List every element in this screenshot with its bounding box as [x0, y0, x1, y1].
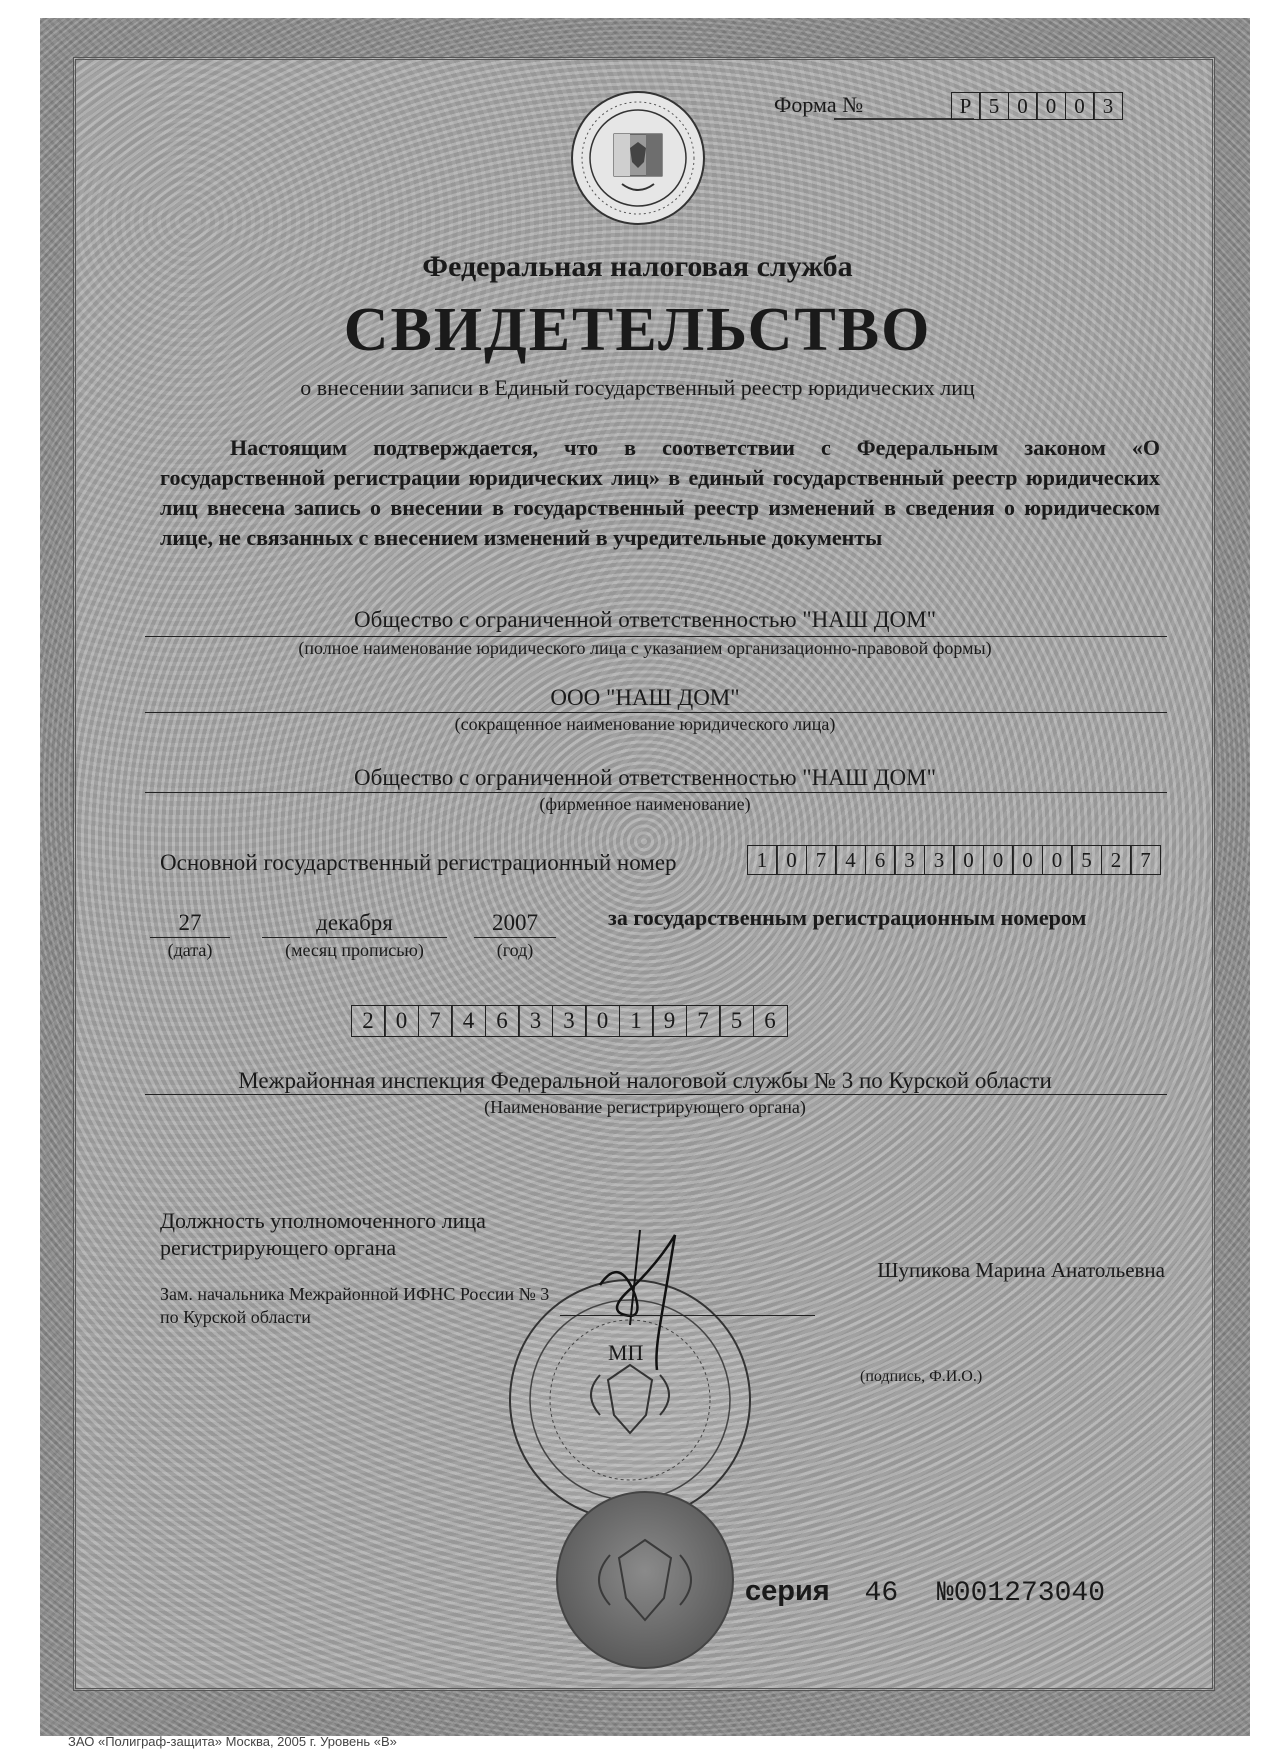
ogrn-boxes	[748, 845, 1161, 875]
full-name-caption: (полное наименование юридического лица с указанием организационно-правовой формы)	[298, 638, 992, 658]
date-day-line	[150, 937, 230, 938]
ogrn-digit: 0	[1012, 845, 1043, 875]
firm-name-caption: (фирменное наименование)	[539, 794, 751, 814]
ogrn-digit: 0	[983, 845, 1014, 875]
reg-digit: 0	[384, 1005, 419, 1037]
firm-name-value: Общество с ограниченной ответственностью "НАШ ДОМ"	[354, 765, 936, 790]
signature-line	[560, 1315, 815, 1316]
form-code-cell: 0	[1036, 92, 1066, 120]
ogrn-digit: 5	[1071, 845, 1102, 875]
short-name-caption: (сокращенное наименование юридического лица)	[454, 714, 836, 734]
position-value: Зам. начальника Межрайонной ИФНС России № 3 по Курской области	[160, 1284, 550, 1327]
short-name-line	[145, 712, 1167, 713]
ogrn-digit: 6	[865, 845, 896, 875]
reg-digit: 0	[585, 1005, 620, 1037]
reg-digit: 2	[351, 1005, 386, 1037]
hologram-seal-icon	[555, 1490, 735, 1670]
reg-digit: 5	[719, 1005, 754, 1037]
reg-digit: 3	[552, 1005, 587, 1037]
reg-digit: 1	[619, 1005, 654, 1037]
series-value: 46	[864, 1578, 899, 1609]
stamp-place-mark: МП	[608, 1340, 644, 1365]
ogrn-digit: 0	[776, 845, 807, 875]
date-year-caption: (год)	[496, 940, 534, 960]
ogrn-digit: 0	[953, 845, 984, 875]
signatory-name: Шупикова Марина Анатольевна	[877, 1258, 1165, 1282]
certification-paragraph: Настоящим подтверждается, что в соответствии с Федеральным законом «О государственной регистрации юридических лиц» в единый государственный реестр юридических лиц внесена запись о внесении в государственный реестр изменений в сведения о юридическом лице, не связанных с внесением изменений в учредительные документы	[160, 435, 1160, 550]
date-month-line	[262, 937, 447, 938]
date-month: декабря	[316, 910, 393, 935]
certificate-number: №001273040	[936, 1578, 1105, 1609]
document-subtitle: о внесении записи в Единый государственный реестр юридических лиц	[300, 375, 975, 400]
date-day: 27	[178, 910, 202, 935]
ogrn-digit: 1	[747, 845, 778, 875]
tax-service-emblem-icon	[570, 90, 706, 226]
printer-imprint: ЗАО «Полиграф-защита» Москва, 2005 г. Уровень «В»	[68, 1734, 397, 1749]
ogrn-digit: 3	[924, 845, 955, 875]
reg-digit: 6	[753, 1005, 788, 1037]
form-code-cell: 3	[1093, 92, 1123, 120]
ogrn-label: Основной государственный регистрационный номер	[160, 850, 677, 875]
signature-caption: (подпись, Ф.И.О.)	[860, 1368, 983, 1385]
full-name-value: Общество с ограниченной ответственностью "НАШ ДОМ"	[354, 607, 936, 632]
date-year: 2007	[492, 910, 538, 935]
full-name-line	[145, 636, 1167, 637]
reg-digit: 3	[518, 1005, 553, 1037]
position-label: Должность уполномоченного лица регистрирующего органа	[160, 1208, 486, 1260]
authority-caption: (Наименование регистрирующего органа)	[484, 1097, 806, 1117]
series-label: серия	[745, 1575, 830, 1607]
form-number-label: Форма №	[774, 92, 864, 117]
registration-number-intro: за государственным регистрационным номером	[608, 905, 1087, 930]
reg-digit: 4	[451, 1005, 486, 1037]
ogrn-digit: 4	[835, 845, 866, 875]
authority-line	[145, 1094, 1167, 1095]
date-month-caption: (месяц прописью)	[285, 940, 424, 960]
reg-digit: 6	[485, 1005, 520, 1037]
authority-value: Межрайонная инспекция Федеральной налоговой службы № 3 по Курской области	[238, 1068, 1052, 1093]
serial-number	[745, 1575, 1105, 1609]
ogrn-digit: 3	[894, 845, 925, 875]
document-title: СВИДЕТЕЛЬСТВО	[343, 296, 932, 364]
ogrn-digit: 2	[1101, 845, 1132, 875]
reg-digit: 9	[652, 1005, 687, 1037]
form-code-cell: 0	[1065, 92, 1095, 120]
issuing-service: Федеральная налоговая служба	[422, 250, 853, 283]
reg-digit: 7	[686, 1005, 721, 1037]
short-name-value: ООО "НАШ ДОМ"	[550, 685, 740, 710]
registration-number-boxes	[352, 1005, 788, 1037]
ogrn-digit: 7	[806, 845, 837, 875]
form-code-cell: 5	[979, 92, 1009, 120]
form-number-boxes	[952, 92, 1123, 120]
reg-digit: 7	[418, 1005, 453, 1037]
date-year-line	[474, 937, 556, 938]
form-code-cell: 0	[1008, 92, 1038, 120]
ogrn-digit: 0	[1042, 845, 1073, 875]
firm-name-line	[145, 792, 1167, 793]
date-day-caption: (дата)	[167, 940, 213, 960]
ogrn-digit: 7	[1130, 845, 1161, 875]
form-code-cell: Р	[951, 92, 981, 120]
